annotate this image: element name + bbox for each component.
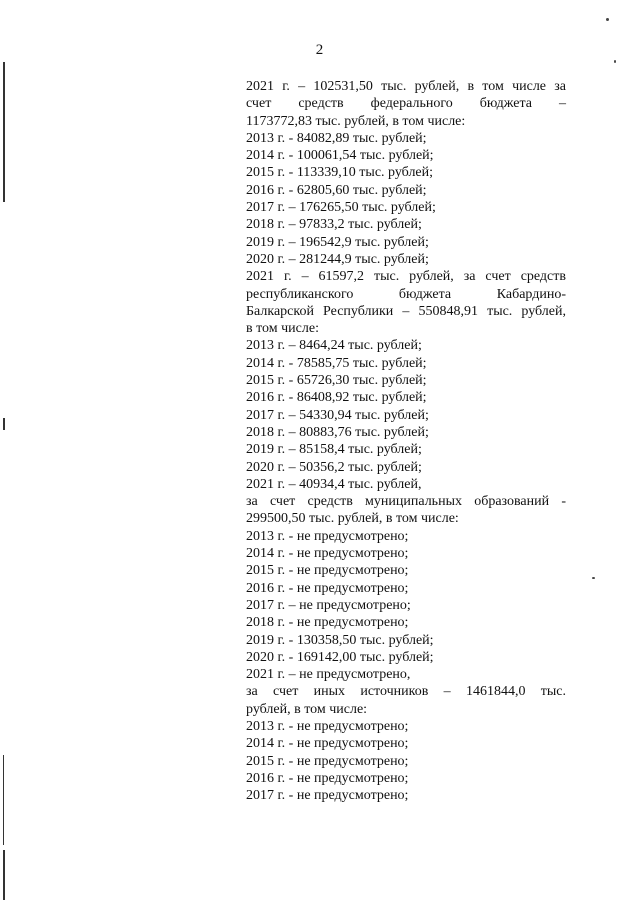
text-line: 2017 г. – не предусмотрено;: [246, 597, 411, 613]
text-line: 1173772,83 тыс. рублей, в том числе:: [246, 113, 466, 129]
page-number: 2: [315, 42, 324, 58]
text-line: 2014 г. - 78585,75 тыс. рублей;: [246, 355, 427, 371]
text-line: республиканского бюджета Кабардино-: [246, 286, 566, 302]
text-line: 2016 г. - не предусмотрено;: [246, 580, 409, 596]
text-line: 2013 г. - не предусмотрено;: [246, 718, 409, 734]
text-line: 2015 г. - 65726,30 тыс. рублей;: [246, 373, 427, 389]
text-line: 2018 г. – 80883,76 тыс. рублей;: [246, 424, 429, 440]
text-line: 2021 г. – не предусмотрено,: [246, 667, 411, 683]
text-line: 299500,50 тыс. рублей, в том числе:: [246, 511, 459, 527]
scan-speck: [614, 60, 616, 63]
text-line: 2015 г. - 113339,10 тыс. рублей;: [246, 165, 434, 181]
text-line: 2017 г. – 176265,50 тыс. рублей;: [246, 200, 436, 216]
text-line: 2019 г. - 130358,50 тыс. рублей;: [246, 632, 434, 648]
document-body: [246, 78, 566, 804]
text-line: 2021 г. – 61597,2 тыс. рублей, за счет средств: [246, 269, 566, 285]
text-line: 2021 г. – 40934,4 тыс. рублей,: [246, 476, 422, 492]
text-line: 2016 г. - не предусмотрено;: [246, 770, 409, 786]
text-line: за счет средств муниципальных образований -: [246, 494, 566, 510]
text-line: 2020 г. – 281244,9 тыс. рублей;: [246, 251, 429, 267]
text-line: Балкарской Республики – 550848,91 тыс. рублей,: [246, 303, 566, 319]
text-line: 2015 г. - не предусмотрено;: [246, 563, 409, 579]
text-line: 2020 г. – 50356,2 тыс. рублей;: [246, 459, 422, 475]
scan-edge-mark: [3, 418, 5, 430]
text-line: 2014 г. - не предусмотрено;: [246, 736, 409, 752]
text-line: 2013 г. – 8464,24 тыс. рублей;: [246, 338, 422, 354]
text-line: 2018 г. - не предусмотрено;: [246, 615, 409, 631]
text-line: 2019 г. – 196542,9 тыс. рублей;: [246, 234, 429, 250]
scan-speck: [592, 577, 595, 579]
text-line: 2015 г. - не предусмотрено;: [246, 753, 409, 769]
text-line: счет средств федерального бюджета –: [246, 96, 566, 112]
scan-edge-mark: [3, 755, 4, 845]
text-line: 2017 г. - не предусмотрено;: [246, 788, 409, 804]
text-line: рублей, в том числе:: [246, 701, 368, 717]
text-line: 2017 г. – 54330,94 тыс. рублей;: [246, 407, 429, 423]
text-line: 2014 г. - 100061,54 тыс. рублей;: [246, 148, 434, 164]
text-line: 2016 г. - 86408,92 тыс. рублей;: [246, 390, 427, 406]
scan-speck: [606, 18, 609, 21]
text-line: 2020 г. - 169142,00 тыс. рублей;: [246, 649, 434, 665]
text-line: 2019 г. – 85158,4 тыс. рублей;: [246, 442, 422, 458]
text-line: 2018 г. – 97833,2 тыс. рублей;: [246, 217, 422, 233]
text-line: 2013 г. - 84082,89 тыс. рублей;: [246, 130, 427, 146]
text-line: 2016 г. - 62805,60 тыс. рублей;: [246, 182, 427, 198]
scan-edge-mark: [3, 850, 5, 900]
text-line: за счет иных источников – 1461844,0 тыс.: [246, 684, 566, 700]
text-line: в том числе:: [246, 321, 319, 337]
text-line: 2021 г. – 102531,50 тыс. рублей, в том числе за: [246, 79, 566, 94]
text-line: 2014 г. - не предусмотрено;: [246, 546, 409, 562]
text-line: 2013 г. - не предусмотрено;: [246, 528, 409, 544]
scan-edge-mark: [3, 62, 5, 202]
